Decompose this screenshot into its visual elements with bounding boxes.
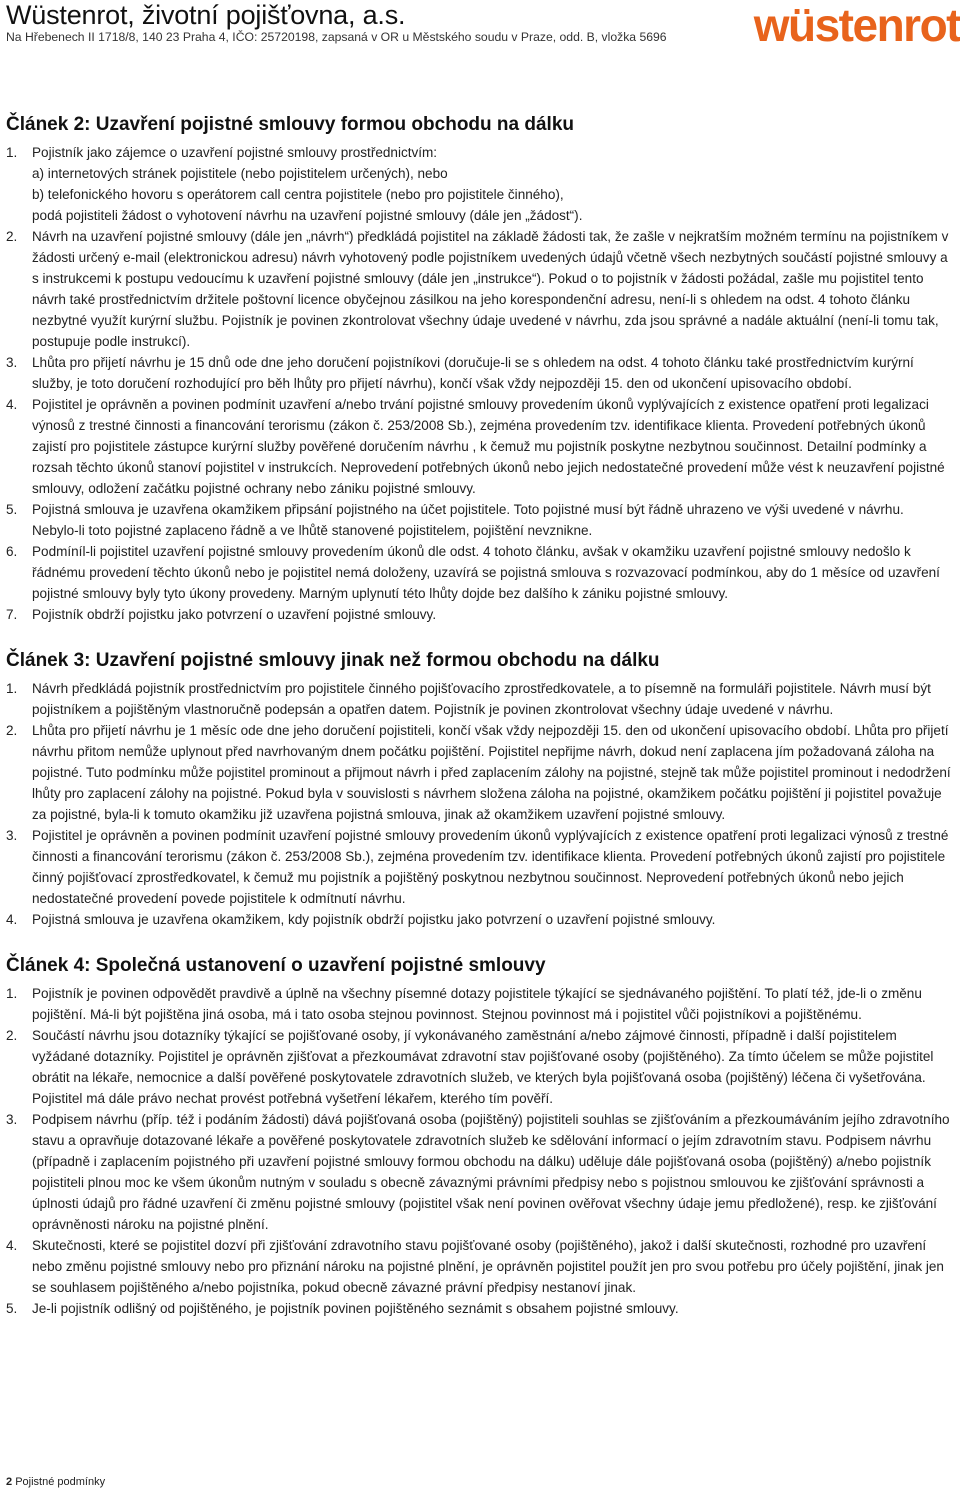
item-text: Skutečnosti, které se pojistitel dozví při zjišťování zdravotního stavu pojišťované osoby (pojištěného), jakož i další skutečnosti, rozhodné pro uzavření nebo změnu pojistné smlouvy nebo pro přiznání nároku na pojistné plnění, je oprávněn pojistitel použít jen pro svou potřebu pro účely pojištění, jinak jen se souhlasem pojištěného a/nebo pojistníka, pokud obecně závazné právní předpisy nestanoví jinak. (32, 1238, 944, 1295)
item-number: 6. (6, 544, 18, 559)
article-title: Článek 2: Uzavření pojistné smlouvy formou obchodu na dálku (6, 114, 574, 135)
item-text: Pojistitel je oprávněn a povinen podmínit uzavření pojistné smlouvy provedením úkonů vyplývajících z existence opatření proti legalizaci výnosů z trestné činnosti a financování terorismu (zákon č. 253/2008 Sb.), zejména provedením tzv. identifikace klienta. Provedení potřebných úkonů zajistí pro pojistitele činný pojišťovací zprostředkovatel, k čemuž mu pojistník a pojištěný poskytnou nezbytnou součinnost. Neprovedení potřebných úkonů nebo jejich nedostatečné provedení povede pojistitele k odmítnutí návrhu. (32, 828, 949, 906)
article-items (6, 142, 954, 625)
item-number: 7. (6, 607, 18, 622)
item-text: Pojistná smlouva je uzavřena okamžikem připsání pojistného na účet pojistitele. Toto pojistné musí být řádně uhrazeno ve výši uvedené v návrhu. Nebylo-li toto pojistné zaplaceno řádně a ve lhůtě stanovené pojistitelem, pojištění nevznikne. (32, 502, 904, 538)
article-item (6, 983, 954, 1025)
article-section (6, 954, 954, 1319)
item-number: 1. (6, 681, 18, 696)
article-item (6, 184, 954, 205)
item-text: b) telefonického hovoru s operátorem call centra pojistitele (nebo pro pojistitele činného), (32, 187, 564, 202)
article-item (6, 1109, 954, 1235)
article-item (6, 678, 954, 720)
footer-label: Pojistné podmínky (15, 1476, 106, 1488)
article-item (6, 604, 954, 625)
article-item (6, 352, 954, 394)
company-address: Na Hřebenech II 1718/8, 140 23 Praha 4, IČO: 25720198, zapsaná v OR u Městského soudu v Praze, odd. B, vložka 5696 (6, 30, 667, 44)
item-text: Lhůta pro přijetí návrhu je 1 měsíc ode dne jeho doručení pojistiteli, končí však vždy nejpozději 15. den od ukončení upisovacího období. Lhůta pro přijetí návrhu přitom nemůže uplynout před navrhovaným dnem počátku pojištění. Pojistitel nepřijme návrh, dokud není zaplacena jím požadovaná záloha na pojistné. Tuto podmínku může pojistitel prominout a přijmout návrh i před zaplacením zálohy na pojistné, stejně tak může pojistitel prominout i nedodržení lhůty pro zaplacení zálohy na pojistné. Pokud byla v souvislosti s návrhem složena záloha na pojistné, okamžikem počátku pojištění ji pojistitel považuje za pojistné, byla-li k tomuto okamžiku již uzavřena pojistná smlouva, jinak až okamžikem uzavření pojistné smlouvy. (32, 723, 951, 822)
item-number: 2. (6, 1028, 18, 1043)
article-item (6, 1298, 954, 1319)
article-item (6, 825, 954, 909)
article-item (6, 1025, 954, 1109)
item-text: Pojistná smlouva je uzavřena okamžikem, kdy pojistník obdrží pojistku jako potvrzení o uzavření pojistné smlouvy. (32, 912, 716, 927)
article-item (6, 163, 954, 184)
article-item (6, 1235, 954, 1298)
article-item (6, 142, 954, 163)
article-item (6, 720, 954, 825)
item-text: Pojistník jako zájemce o uzavření pojistné smlouvy prostřednictvím: (32, 145, 438, 160)
item-number: 5. (6, 1301, 18, 1316)
page-number: 2 (6, 1476, 13, 1488)
item-text: Pojistitel je oprávněn a povinen podmínit uzavření a/nebo trvání pojistné smlouvy provedením úkonů vyplývajících z existence opatření proti legalizaci výnosů z trestné činnosti a financování terorismu (zákon č. 253/2008 Sb.), zejména provedením tzv. identifikace klienta. Provedení potřebných úkonů zajistí pro pojistitele zástupce kurýrní služby pověřené doručením návrhu , k čemuž mu pojistník poskytne nezbytnou součinnost. Detailní podmínky a rozsah těchto úkonů stanoví pojistitel v instrukcích. Neprovedení potřebných úkonů nebo jejich nedostatečné provedení může vést k neuzavření pojistné smlouvy, odložení začátku pojistné ochrany nebo zániku pojistné smlouvy. (32, 397, 945, 496)
article-title: Článek 4: Společná ustanovení o uzavření pojistné smlouvy (6, 955, 546, 976)
company-name: Wüstenrot, životní pojišťovna, a.s. (6, 0, 406, 30)
item-number: 4. (6, 397, 18, 412)
item-text: Návrh na uzavření pojistné smlouvy (dále jen „návrh“) předkládá pojistitel na základě žádosti tak, že zašle v nejkratším možném termínu na pojistníkem v žádosti určený e-mail (elektronickou adresu) návrh vyhotovený podle pojistníkem uvedených údajů včetně všech nezbytných součástí pojistné smlouvy a s instrukcemi k postupu vedoucímu k uzavření pojistné smlouvy (dále jen „instrukce“). Pokud o to pojistník v žádosti požádal, zašle mu pojistitel tento návrh také prostřednictvím držitele poštovní licence obyčejnou zásilkou na jeho korespondenční adresu, není-li s ohledem na odst. 4 tohoto článku nezbytné využít kurýrní službu. Pojistník je povinen zkontrolovat všechny údaje uvedené v návrhu, zda jsou správné a nadále aktuální (není-li tomu tak, postupuje podle instrukcí). (32, 229, 949, 349)
item-text: Podpisem návrhu (příp. též i podáním žádosti) dává pojišťovaná osoba (pojištěný) pojistiteli souhlas se zjišťováním a přezkoumáváním jejího zdravotního stavu a opravňuje dotazované lékaře a pověřené poskytovatele zdravotních služeb ke sdělování informací o jejím zdravotním stavu. Podpisem návrhu (případně i zaplacením pojistného při uzavření pojistné smlouvy formou obchodu na dálku) uděluje dále pojišťovaná osoba (pojištěný) a/nebo pojistník pojistiteli plnou moc ke všem úkonům nutným v souladu s obecně závaznými právními předpisy nebo s pojistnou smlouvou ke zjišťování správnosti a úplnosti údajů pro řádné uzavření či změnu pojistné smlouvy (pojistitel však není povinen ověřovat všechny údaje jemu předložené), resp. ke zjišťování oprávněnosti nároku na pojistné plnění. (32, 1112, 950, 1232)
document-body (6, 113, 954, 1343)
item-text: a) internetových stránek pojistitele (nebo pojistitelem určených), nebo (32, 166, 448, 181)
article-section (6, 113, 954, 625)
article-section (6, 649, 954, 930)
item-text: Součástí návrhu jsou dotazníky týkající se pojišťované osoby, jí vykonávaného zaměstnání a/nebo zájmové činnosti, případně i další pojistitelem vyžádané dotazníky. Pojistitel je oprávněn zjišťovat a přezkoumávat zdravotní stav pojišťované osoby (pojištěného). Za tímto účelem se může pojistitel obrátit na lékaře, nemocnice a další pověřené poskytovatele zdravotních služeb, ve kterých byla pojišťovaná osoba (pojištěný) léčena či vyšetřována. Pojistitel má dále právo nechat provést potřebná vyšetření lékařem, kterého tím pověří. (32, 1028, 934, 1106)
article-item (6, 909, 954, 930)
item-number: 4. (6, 1238, 18, 1253)
article-item (6, 541, 954, 604)
item-text: Je-li pojistník odlišný od pojištěného, je pojistník povinen pojištěného seznámit s obsahem pojistné smlouvy. (32, 1301, 679, 1316)
page-header (0, 0, 960, 60)
article-item (6, 499, 954, 541)
item-text: Lhůta pro přijetí návrhu je 15 dnů ode dne jeho doručení pojistníkovi (doručuje-li se s ohledem na odst. 4 tohoto článku také prostřednictvím kurýrní služby, je toto doručení rozhodující pro běh lhůty pro přijetí návrhu), končí však vždy nejpozději 15. den od ukončení upisovacího období. (32, 355, 914, 391)
item-text: Podmíníl-li pojistitel uzavření pojistné smlouvy provedením úkonů dle odst. 4 tohoto článku, avšak v okamžiku uzavření pojistné smlouvy nedošlo k řádnému provedení těchto úkonů nebo je pojistitel nemá doloženy, uzavírá se pojistná smlouva s rozvazovací podmínkou, aby do 1 měsíce od uzavření pojistné smlouvy byly tyto úkony provedeny. Marným uplynutí této lhůty dojde bez dalšího k zániku pojistné smlouvy. (32, 544, 940, 601)
item-number: 3. (6, 355, 18, 370)
article-item (6, 205, 954, 226)
article-title: Článek 3: Uzavření pojistné smlouvy jinak než formou obchodu na dálku (6, 650, 660, 671)
item-number: 4. (6, 912, 18, 927)
article-items (6, 678, 954, 930)
item-text: Pojistník obdrží pojistku jako potvrzení o uzavření pojistné smlouvy. (32, 607, 437, 622)
item-text: Návrh předkládá pojistník prostřednictvím pro pojistitele činného pojišťovacího zprostředkovatele, a to písemně na formuláři pojistitele. Návrh musí být pojistníkem a pojištěným vlastnoručně podepsán a opatřen datem. Pojistník je povinen zkontrolovat všechny údaje uvedené v návrhu. (32, 681, 931, 717)
page-footer (6, 1476, 105, 1489)
wustenrot-logo: wüstenrot (753, 0, 960, 51)
article-item (6, 226, 954, 352)
item-number: 1. (6, 986, 18, 1001)
item-number: 2. (6, 229, 18, 244)
item-number: 3. (6, 828, 18, 843)
article-items (6, 983, 954, 1319)
article-item (6, 394, 954, 499)
item-number: 1. (6, 145, 18, 160)
item-number: 5. (6, 502, 18, 517)
item-text: Pojistník je povinen odpovědět pravdivě a úplně na všechny písemné dotazy pojistitele týkající se sjednávaného pojištění. To platí též, jde-li o změnu pojištění. Má-li být pojištěna jiná osoba, má i tato osoba stejnou povinnost. Stejnou povinnost má i pojistitel vůči pojistníkovi a pojištěnému. (32, 986, 922, 1022)
item-text: podá pojistiteli žádost o vyhotovení návrhu na uzavření pojistné smlouvy (dále jen „žádost“). (32, 208, 583, 223)
item-number: 3. (6, 1112, 18, 1127)
item-number: 2. (6, 723, 18, 738)
